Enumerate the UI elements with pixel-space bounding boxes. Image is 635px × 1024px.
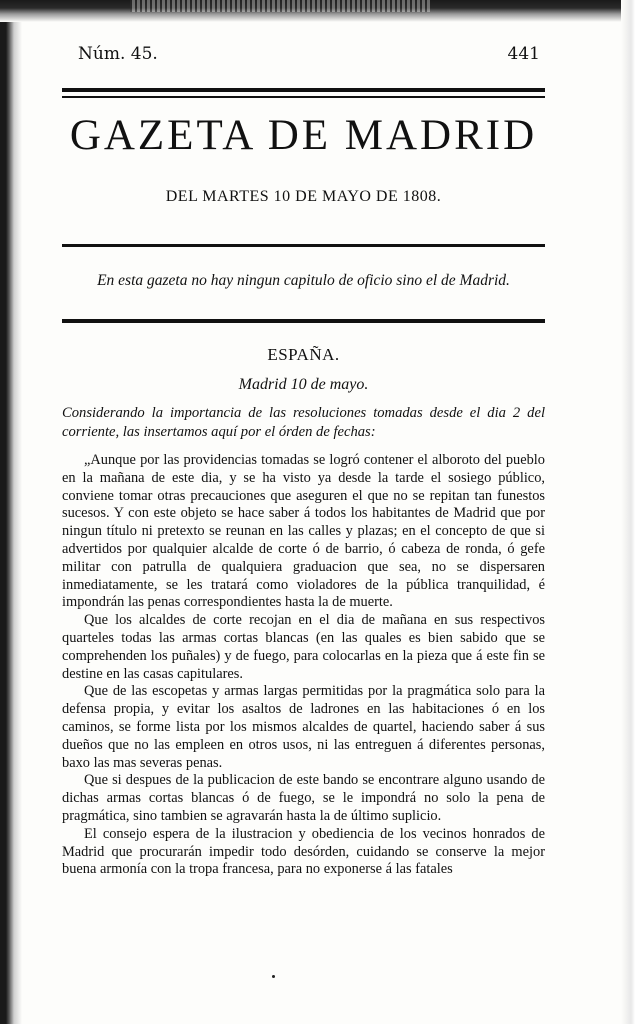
double-rule (62, 88, 545, 102)
page-number: 441 (507, 44, 540, 64)
section-intro: Considerando la importancia de las resoluciones tomadas desde el dia 2 del corriente, las insertamos aquí por el órden de fechas: (62, 405, 545, 440)
paragraph: Que los alcaldes de corte recojan en el dia de mañana en sus respectivos quarteles todas las armas cortas blancas (en las quales es bien sabido que se comprehenden los puñales) y de fuego, para colocarlas en la pieza que á este fin se destine en las casas capitulares. (62, 612, 545, 682)
ink-speck (272, 975, 275, 978)
scan-edge-right (621, 0, 635, 1024)
scan-edge-left (0, 0, 22, 1024)
article-body (62, 452, 545, 879)
notice-line: En esta gazeta no hay ningun capitulo de oficio sino el de Madrid. (97, 272, 510, 289)
masthead-title: GAZETA DE MADRID (69, 112, 538, 159)
divider-rule (62, 319, 545, 323)
page-header (78, 44, 540, 72)
section-title: ESPAÑA. (267, 345, 340, 364)
scan-artifact (130, 0, 430, 12)
dateline: DEL MARTES 10 DE MAYO DE 1808. (165, 188, 442, 205)
paragraph: Que si despues de la publicacion de este bando se encontrare alguno usando de dichas armas cortas blancas ó de fuego, se le impondrá no solo la pena de pragmática, sino tambien se agravarán hasta la de último suplicio. (62, 772, 545, 824)
issue-number: Núm. 45. (78, 44, 158, 64)
paragraph: „Aunque por las providencias tomadas se logró contener el alboroto del pueblo en la mañana de este dia, y se ha visto ya desde la tarde el sosiego público, conviene tomar otras precauciones que aseguren el que no se repitan tan funestos sucesos. Y con este objeto se hace saber á todos los habitantes de Madrid que por ningun título ni pretexto se reunan en las calles y plazas; en el concepto de que si advertidos por qualquier alcalde de corte ó de barrio, ó cabeza de ronda, ó gefe militar con patrulla de qualquiera graduacion que sea, no se dispersaren inmediatamente, se les tratará como violadores de la pública tranquilidad, é impondrán las penas correspondientes hasta la de muerte. (62, 452, 545, 611)
paragraph: El consejo espera de la ilustracion y obediencia de los vecinos honrados de Madrid que procurarán impedir todo desórden, cuidando se conserve la mejor buena armonía con la tropa francesa, para no exponerse á las fatales (62, 825, 545, 878)
divider-rule (62, 244, 545, 247)
paragraph: Que de las escopetas y armas largas permitidas por la pragmática solo para la defensa propia, y evitar los asaltos de ladrones en las habitaciones ó en los caminos, se forme lista por los mismos alcaldes de quartel, haciendo saber á sus dueños que no las empleen en otros usos, ni las entreguen á diferentes personas, baxo las mas severas penas. (62, 683, 545, 771)
section-subtitle: Madrid 10 de mayo. (238, 376, 369, 393)
